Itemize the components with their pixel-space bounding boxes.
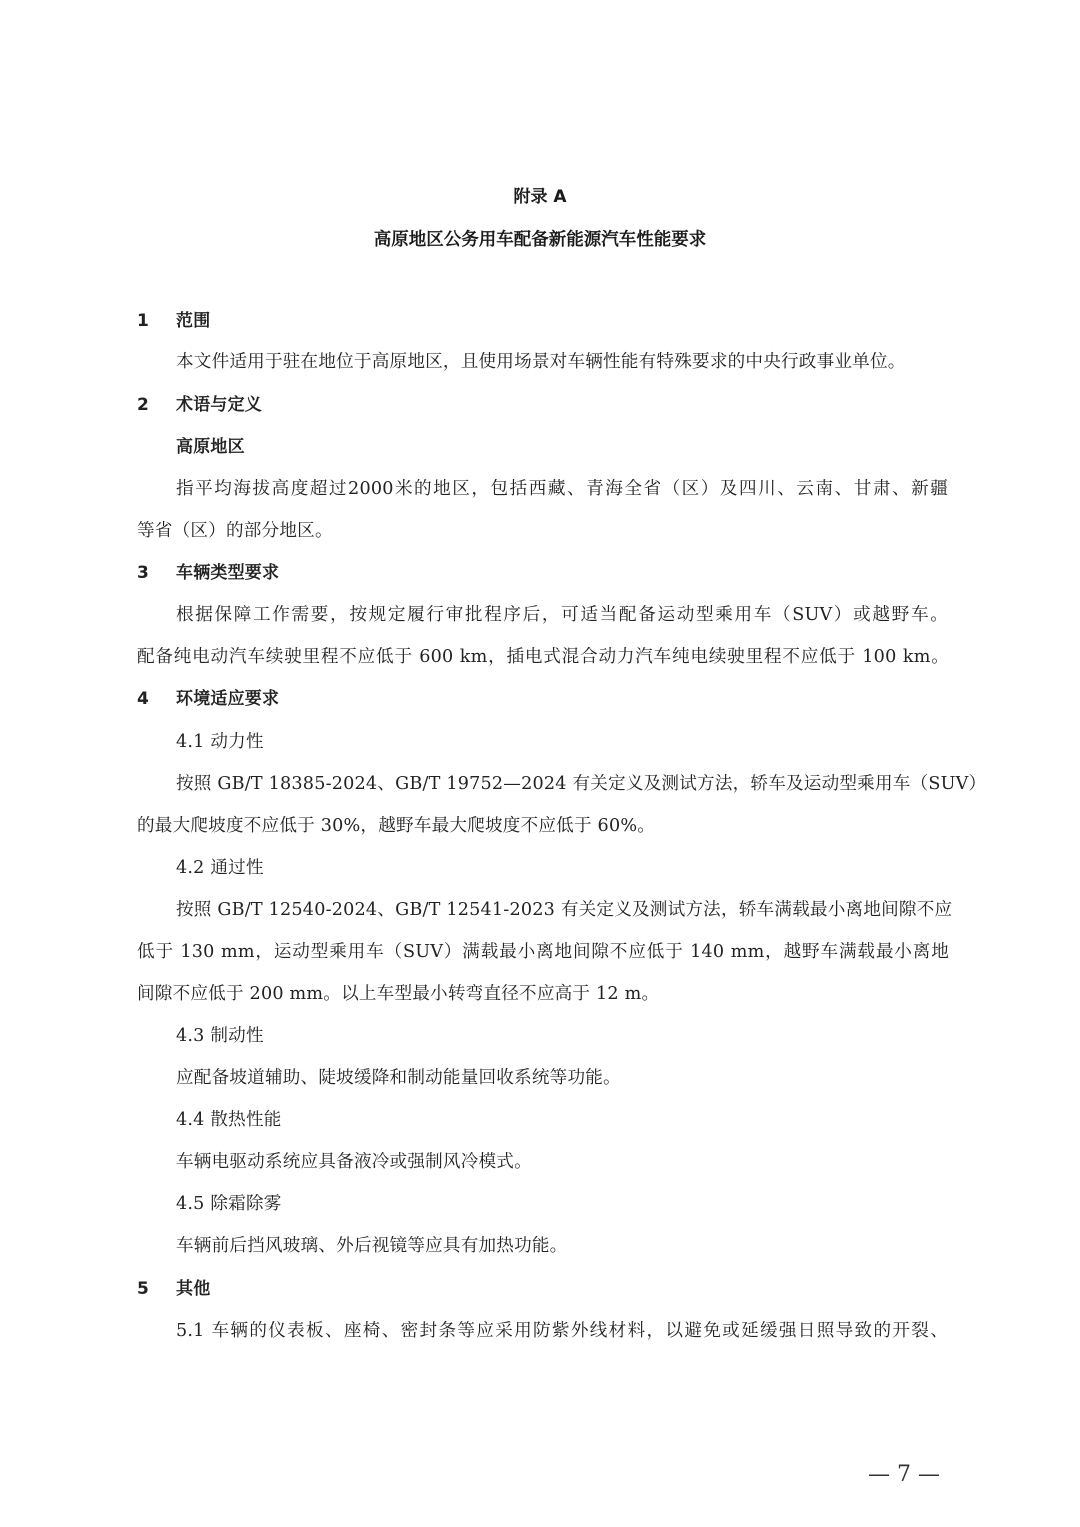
subsection-heading-4-2: 4.2 通过性 bbox=[176, 858, 264, 878]
section-title: 范围 bbox=[176, 311, 211, 331]
paragraph-line: 车辆电驱动系统应具备液冷或强制风冷模式。 bbox=[176, 1152, 532, 1172]
subsection-heading-4-5: 4.5 除霜除雾 bbox=[176, 1194, 282, 1214]
paragraph-line: 指平均海拔高度超过2000米的地区，包括西藏、青海全省（区）及四川、云南、甘肃、新疆 bbox=[176, 479, 948, 499]
section-number: 5 bbox=[137, 1279, 150, 1299]
paragraph-line: 等省（区）的部分地区。 bbox=[137, 521, 333, 541]
paragraph-line: 应配备坡道辅助、陡坡缓降和制动能量回收系统等功能。 bbox=[176, 1068, 621, 1088]
paragraph-line: 间隙不应低于 200 mm。以上车型最小转弯直径不应高于 12 m。 bbox=[137, 984, 660, 1004]
paragraph-line: 本文件适用于驻在地位于高原地区，且使用场景对车辆性能有特殊要求的中央行政事业单位。 bbox=[176, 352, 906, 372]
section-heading-5 bbox=[137, 1277, 949, 1301]
subsection-heading-4-3: 4.3 制动性 bbox=[176, 1026, 264, 1046]
section-title: 环境适应要求 bbox=[176, 689, 280, 709]
term-heading: 高原地区 bbox=[176, 437, 245, 457]
section-heading-2 bbox=[137, 393, 949, 417]
section-heading-4 bbox=[137, 687, 949, 711]
appendix-title: 高原地区公务用车配备新能源汽车性能要求 bbox=[373, 230, 707, 250]
paragraph-line: 车辆前后挡风玻璃、外后视镜等应具有加热功能。 bbox=[176, 1236, 568, 1256]
section-number: 3 bbox=[137, 563, 150, 583]
subsection-heading-4-1: 4.1 动力性 bbox=[176, 732, 264, 752]
section-title: 术语与定义 bbox=[176, 395, 262, 415]
section-title: 车辆类型要求 bbox=[176, 563, 280, 583]
paragraph-line: 的最大爬坡度不应低于 30%，越野车最大爬坡度不应低于 60%。 bbox=[137, 816, 656, 836]
section-title: 其他 bbox=[176, 1279, 211, 1299]
appendix-label: 附录 A bbox=[513, 187, 567, 207]
paragraph-line: 5.1 车辆的仪表板、座椅、密封条等应采用防紫外线材料，以避免或延缓强日照导致的开裂、 bbox=[176, 1321, 948, 1341]
subsection-heading-4-4: 4.4 散热性能 bbox=[176, 1110, 282, 1130]
page-number: — 7 — bbox=[868, 1462, 940, 1487]
section-number: 1 bbox=[137, 311, 150, 331]
paragraph-line: 低于 130 mm，运动型乘用车（SUV）满载最小离地间隙不应低于 140 mm，越野车满载最小离地 bbox=[137, 942, 949, 962]
section-heading-1 bbox=[137, 309, 949, 333]
section-number: 2 bbox=[137, 395, 150, 415]
paragraph-line: 按照 GB/T 12540-2024、GB/T 12541-2023 有关定义及测试方法，轿车满载最小离地间隙不应 bbox=[176, 900, 953, 920]
paragraph-line: 根据保障工作需要，按规定履行审批程序后，可适当配备运动型乘用车（SUV）或越野车。 bbox=[176, 605, 948, 625]
section-heading-3 bbox=[137, 561, 949, 585]
paragraph-line: 按照 GB/T 18385-2024、GB/T 19752—2024 有关定义及测试方法，轿车及运动型乘用车（SUV） bbox=[176, 774, 987, 794]
section-number: 4 bbox=[137, 689, 150, 709]
paragraph-line: 配备纯电动汽车续驶里程不应低于 600 km，插电式混合动力汽车纯电续驶里程不应低于 100 km。 bbox=[137, 647, 949, 667]
